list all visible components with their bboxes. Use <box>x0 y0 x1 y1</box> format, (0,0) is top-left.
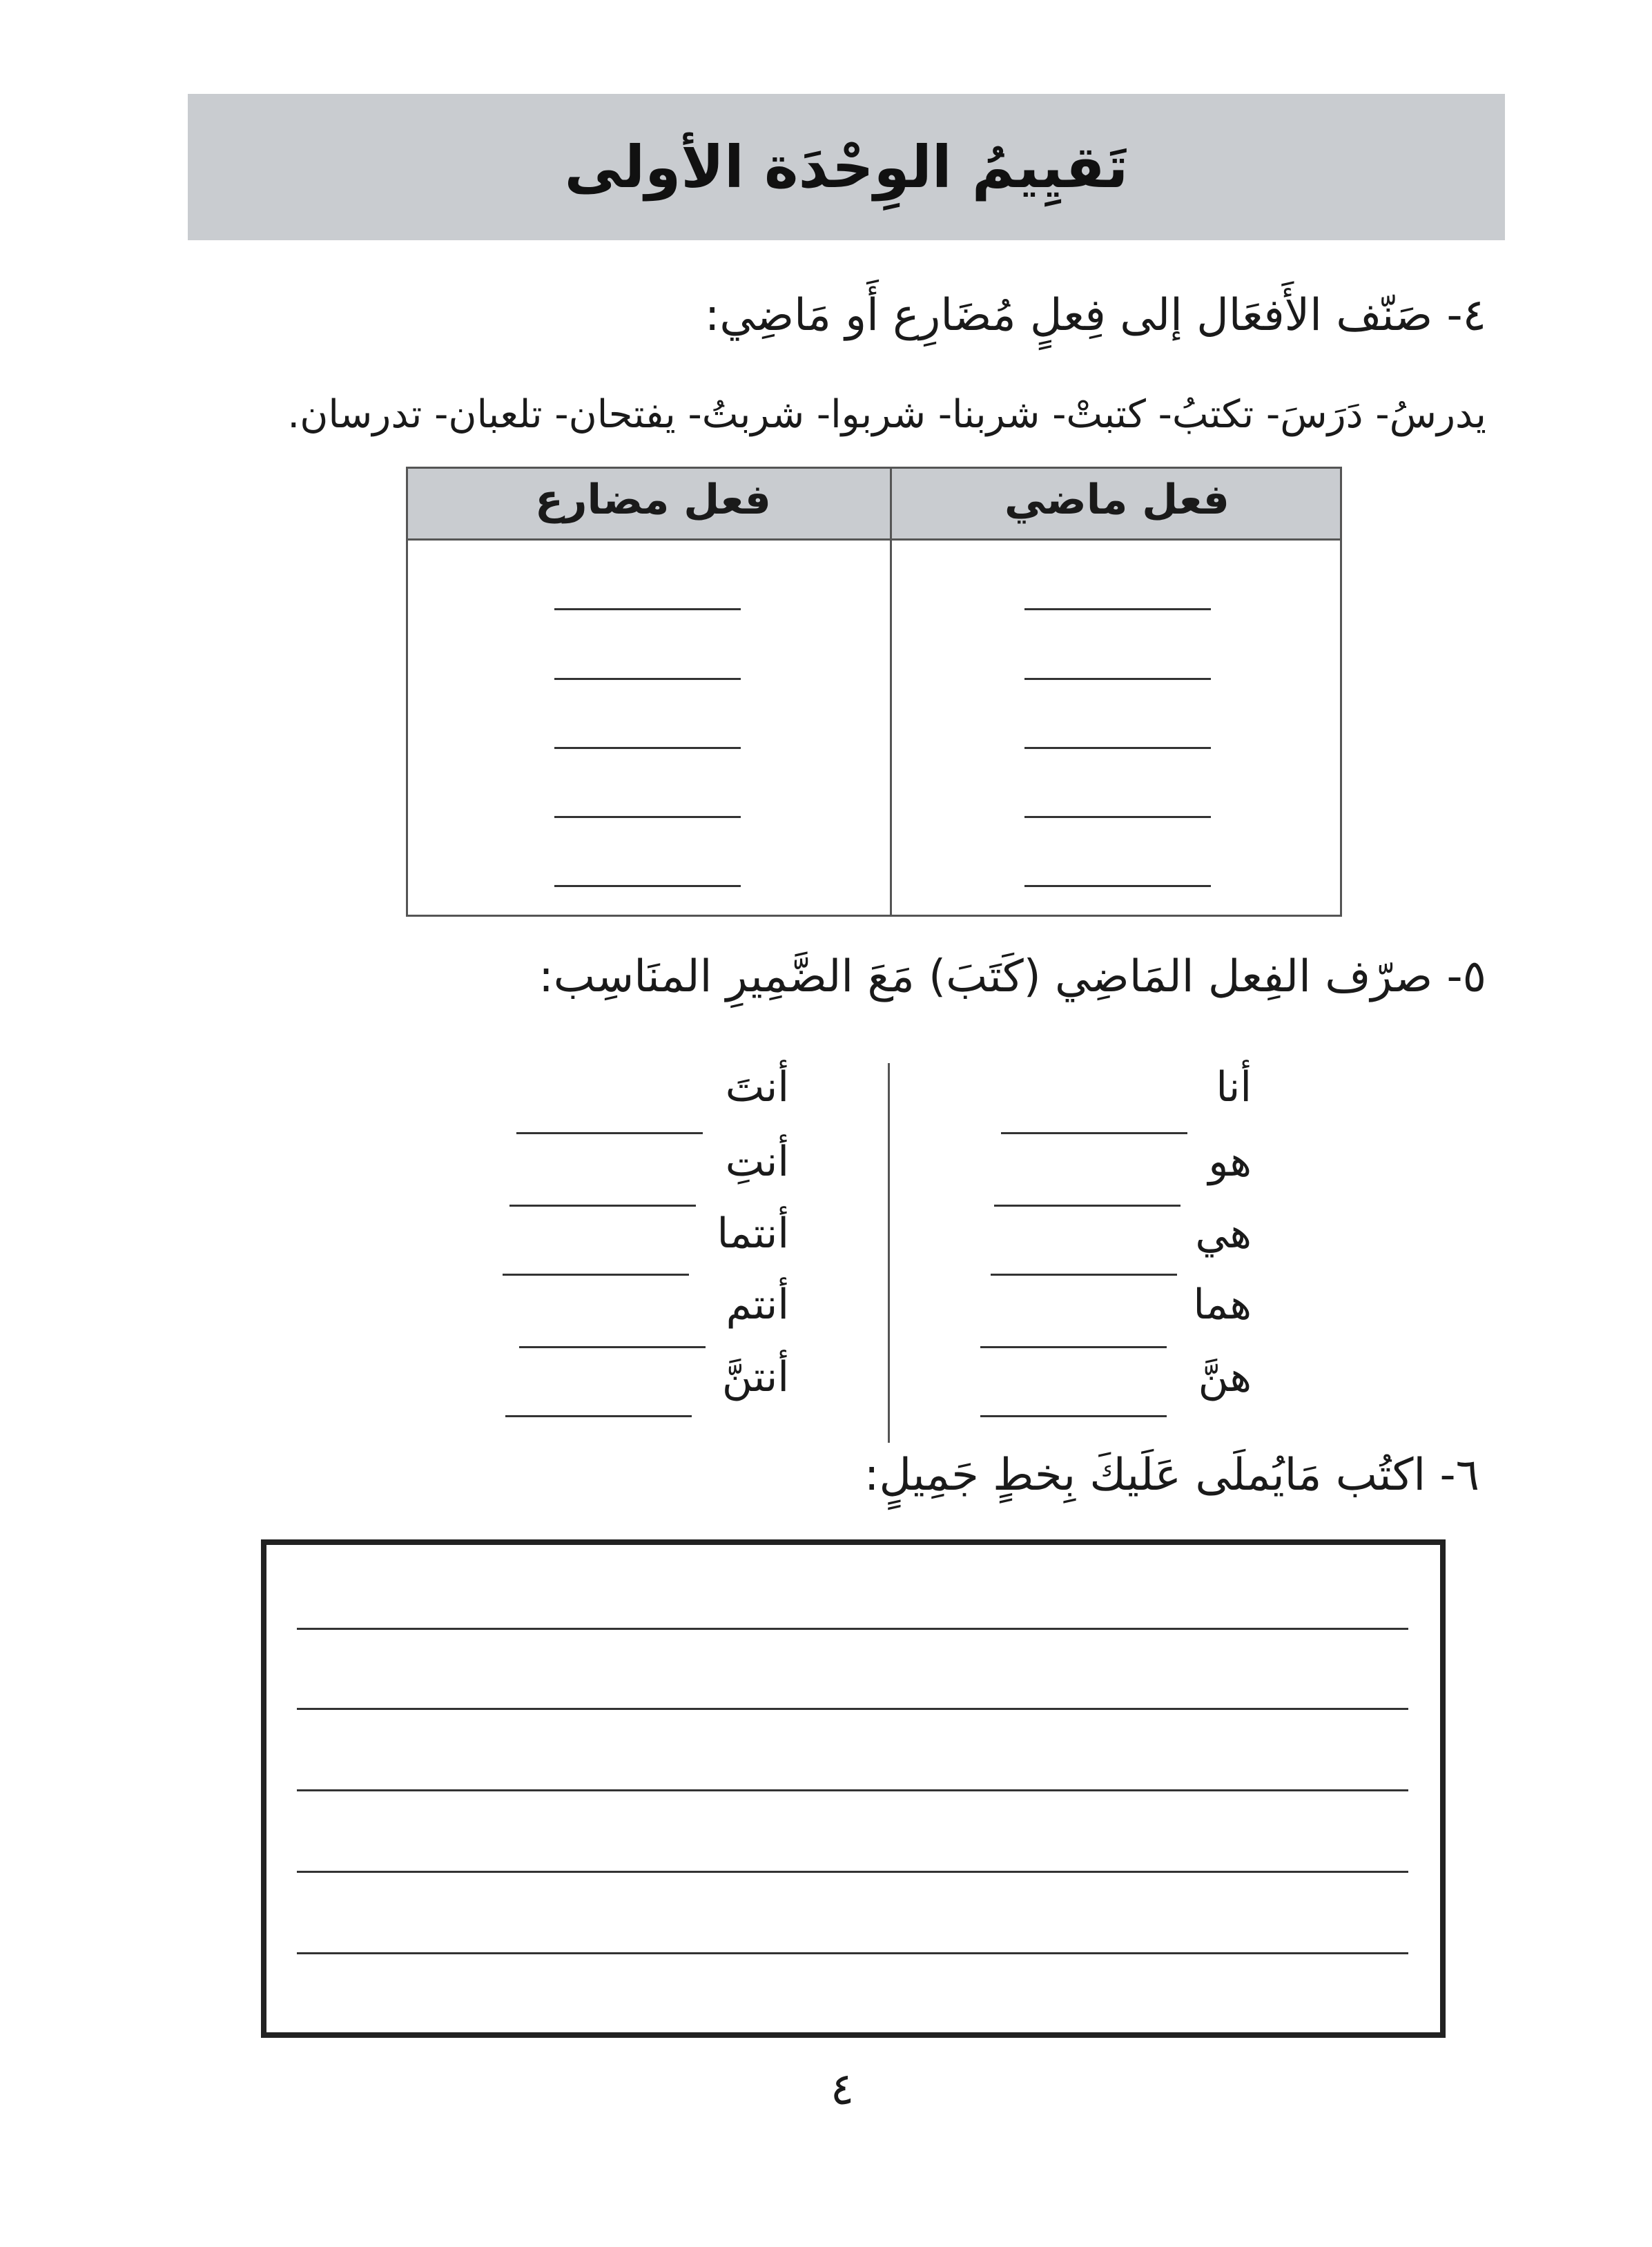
conjugation-blank-anti[interactable] <box>509 1205 696 1207</box>
conjugation-divider <box>888 1063 890 1443</box>
question-4-title: ٤- صَنّف الأَفعَال إلى فِعلٍ مُضَارِع أَو مَاضِي: <box>704 290 1486 341</box>
page-number: ٤ <box>830 2064 855 2115</box>
past-blank-2[interactable] <box>1024 678 1211 680</box>
writing-line-4[interactable] <box>297 1871 1408 1873</box>
question-5-title: ٥- صرّف الفِعل المَاضِي (كَتَبَ) مَعَ الضَّمِيرِ المنَاسِب: <box>538 951 1486 1002</box>
writing-line-5[interactable] <box>297 1952 1408 1954</box>
conjugation-blank-hunna[interactable] <box>980 1415 1167 1417</box>
pronoun-anti: أنتِ <box>725 1138 789 1186</box>
conjugation-blank-huwa[interactable] <box>994 1205 1180 1207</box>
conjugation-blank-huma[interactable] <box>980 1346 1167 1348</box>
past-blank-4[interactable] <box>1024 816 1211 818</box>
conjugation-blank-anta[interactable] <box>516 1132 703 1134</box>
question-6-title: ٦- اكتُب مَايُملَى عَلَيكَ بِخطٍ جَمِيلٍ: <box>864 1450 1479 1501</box>
pronoun-antum: أنتم <box>726 1281 789 1329</box>
page-title: تَقيِيمُ الوِحْدَة الأولى <box>564 133 1129 201</box>
past-blank-1[interactable] <box>1024 608 1211 610</box>
pronoun-anta: أنتَ <box>725 1063 789 1111</box>
present-blank-1[interactable] <box>554 608 741 610</box>
present-blank-3[interactable] <box>554 747 741 749</box>
title-banner <box>188 94 1505 240</box>
conjugation-blank-hiya[interactable] <box>991 1274 1177 1276</box>
past-blank-3[interactable] <box>1024 747 1211 749</box>
column-header-present: فعل مضارع <box>535 476 771 524</box>
conjugation-blank-antuma[interactable] <box>503 1274 689 1276</box>
pronoun-ana: أنا <box>1216 1063 1252 1111</box>
past-blank-5[interactable] <box>1024 885 1211 887</box>
conjugation-blank-antunna[interactable] <box>505 1415 692 1417</box>
writing-line-2[interactable] <box>297 1708 1408 1710</box>
pronoun-hiya: هي <box>1195 1209 1252 1258</box>
verb-list: يدرسُ- دَرَسَ- تكتبُ- كتبتْ- شربنا- شربوا- شربتُ- يفتحان- تلعبان- تدرسان. <box>287 392 1486 437</box>
conjugation-blank-ana[interactable] <box>1001 1132 1187 1134</box>
pronoun-huwa: هو <box>1208 1138 1252 1186</box>
classification-table <box>406 467 1342 917</box>
writing-line-1[interactable] <box>297 1628 1408 1630</box>
writing-line-3[interactable] <box>297 1789 1408 1791</box>
dictation-writing-box <box>261 1539 1446 2038</box>
present-blank-4[interactable] <box>554 816 741 818</box>
pronoun-antuma: أنتما <box>717 1209 789 1258</box>
conjugation-blank-antum[interactable] <box>519 1346 706 1348</box>
pronoun-hunna: هنَّ <box>1198 1353 1252 1401</box>
present-blank-2[interactable] <box>554 678 741 680</box>
pronoun-huma: هما <box>1193 1281 1252 1329</box>
table-column-divider <box>890 469 892 915</box>
column-header-past: فعل ماضي <box>1004 476 1230 524</box>
pronoun-antunna: أنتنَّ <box>721 1353 789 1401</box>
present-blank-5[interactable] <box>554 885 741 887</box>
